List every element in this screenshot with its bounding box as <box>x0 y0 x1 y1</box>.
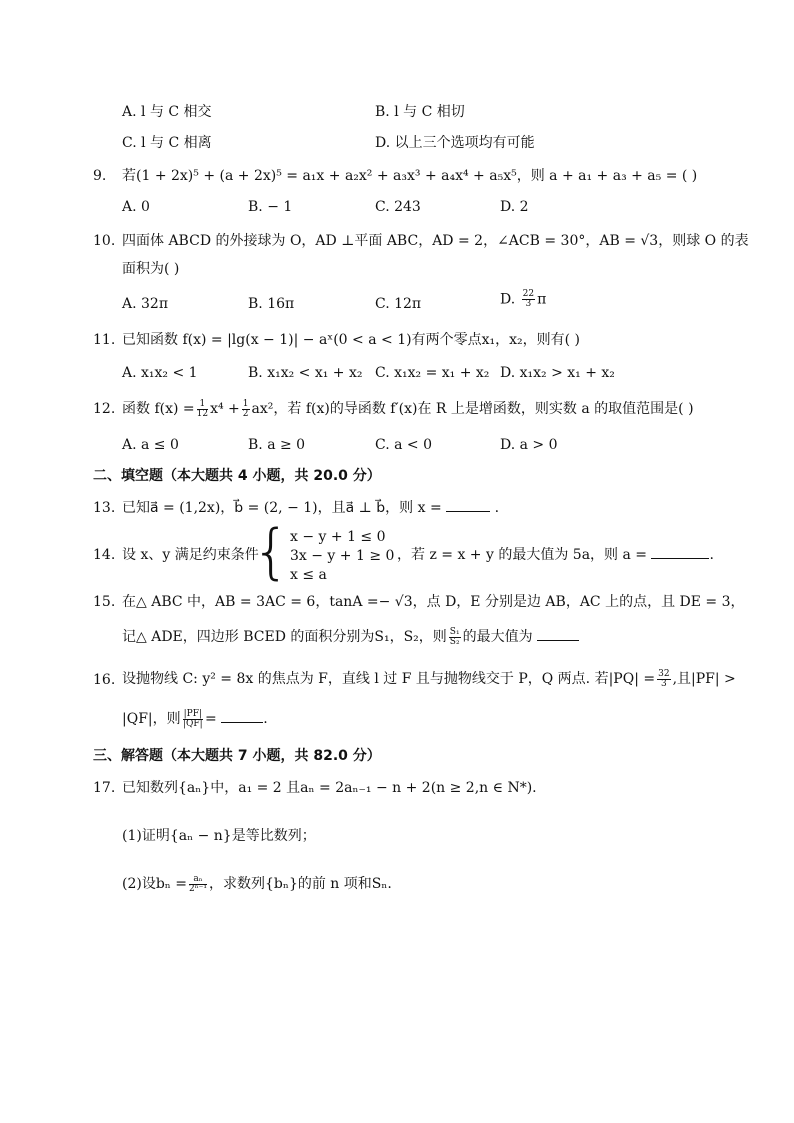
q13-stem-post: . <box>494 500 500 516</box>
q8-option-c: C. l 与 C 相离 <box>122 135 212 151</box>
q14-constraint-2: 3x − y + 1 ≥ 0 <box>290 548 395 564</box>
fraction-numerator: |PF| <box>183 708 202 719</box>
q13-number: 13. <box>93 500 116 516</box>
q11-option-c: C. x₁x₂ = x₁ + x₂ <box>375 365 490 381</box>
q9-number: 9. <box>93 168 107 184</box>
q12-option-a: A. a ≤ 0 <box>122 437 179 453</box>
q14-stem-end: . <box>709 547 714 563</box>
q15-answer-blank[interactable] <box>537 628 579 641</box>
q17-part2-post: ，求数列{bₙ}的前 n 项和Sₙ. <box>209 876 392 892</box>
q8-option-d: D. 以上三个选项均有可能 <box>375 135 535 151</box>
q16-stem-line2-post: = <box>205 711 217 727</box>
q17-number: 17. <box>93 780 116 796</box>
q16-fraction-2 <box>183 710 203 729</box>
q9-option-d: D. 2 <box>500 199 529 215</box>
q12-fraction-1 <box>197 400 208 419</box>
fraction-numerator: 32 <box>658 668 670 679</box>
q10-option-d-prefix: D. <box>500 291 516 308</box>
q17-fraction <box>189 875 207 894</box>
q10-option-d <box>500 290 546 309</box>
q15-stem-line2-post: 的最大值为 <box>462 629 533 645</box>
q9-option-a: A. 0 <box>122 199 150 215</box>
q16-answer-blank[interactable] <box>221 710 263 723</box>
q14-number: 14. <box>93 547 116 563</box>
q16-stem-end: . <box>263 711 268 727</box>
q11-stem: 已知函数 f(x) = |lg(x − 1)| − aˣ(0 < a < 1)有两个零点x₁，x₂，则有( ) <box>122 332 580 348</box>
q15-stem-line1: 在△ ABC 中，AB = 3AC = 6，tanA =− √3，点 D，E 分别是边 AB，AC 上的点，且 DE = 3， <box>122 594 745 610</box>
q12-stem-pre: 函数 f(x) = <box>122 401 195 417</box>
q8-option-b: B. l 与 C 相切 <box>375 104 465 120</box>
fraction-numerator: 1 <box>197 400 208 410</box>
q14-answer-blank[interactable] <box>651 546 709 559</box>
q15-number: 15. <box>93 594 116 610</box>
q17-stem: 已知数列{aₙ}中，a₁ = 2 且aₙ = 2aₙ₋₁ − n + 2(n ≥ 2,n ∈ N*). <box>122 780 537 796</box>
q10-stem-line2: 面积为( ) <box>122 261 180 277</box>
q15-fraction <box>449 628 461 647</box>
q11-option-b: B. x₁x₂ < x₁ + x₂ <box>248 365 363 381</box>
fraction-numerator: 1 <box>242 398 249 409</box>
q12-number: 12. <box>93 401 116 417</box>
fraction-denominator: S₂ <box>449 636 460 647</box>
q15-stem-line2-pre: 记△ ADE，四边形 BCED 的面积分别为S₁，S₂，则 <box>122 629 447 645</box>
q9-stem: 若(1 + 2x)⁵ + (a + 2x)⁵ = a₁x + a₂x² + a₃x³ + a₄x⁴ + a₅x⁵，则 a + a₁ + a₃ + a₅ = ( ) <box>122 168 698 184</box>
q10-option-c: C. 12π <box>375 296 422 312</box>
fraction-denominator: 3 <box>525 299 532 309</box>
q14-constraint-1: x − y + 1 ≤ 0 <box>290 529 386 545</box>
q10-option-d-fraction <box>522 290 535 309</box>
section-solutions-title: 三、解答题（本大题共 7 小题，共 82.0 分） <box>93 748 381 764</box>
q10-option-d-suffix: π <box>537 291 547 308</box>
q16-stem-line2 <box>122 706 268 732</box>
q12-option-b: B. a ≥ 0 <box>248 437 306 453</box>
fraction-denominator: 12 <box>196 408 209 419</box>
q11-option-a: A. x₁x₂ < 1 <box>122 365 198 381</box>
q16-stem-line2-pre: |QF|，则 <box>122 711 181 727</box>
q14-stem-post <box>397 546 714 564</box>
fraction-denominator: |QF| <box>182 718 203 729</box>
q10-option-b: B. 16π <box>248 296 295 312</box>
q10-number: 10. <box>93 233 116 249</box>
q14-stem-post-text: ，若 z = x + y 的最大值为 5a，则 a = <box>397 547 648 563</box>
fraction-denominator: 2 <box>242 408 249 419</box>
q16-stem-line1 <box>122 666 736 692</box>
q12-stem-post: ax²，若 f(x)的导函数 f′(x)在 R 上是增函数，则实数 a 的取值范围是( ) <box>251 401 694 417</box>
q10-stem-line1: 四面体 ABCD 的外接球为 O，AD ⊥平面 ABC，AD = 2，∠ACB = 30°，AB = √3，则球 O 的表 <box>122 233 749 249</box>
q14-stem-pre: 设 x、y 满足约束条件 <box>122 547 259 563</box>
q13-answer-blank[interactable] <box>446 499 490 512</box>
q12-option-d: D. a > 0 <box>500 437 558 453</box>
q8-option-a: A. l 与 C 相交 <box>122 104 212 120</box>
q16-fraction-1 <box>657 670 670 689</box>
q12-option-c: C. a < 0 <box>375 437 432 453</box>
q13-stem-pre: 已知a⃗ = (1,2x)，b⃗ = (2, − 1)，且a⃗ ⊥ b⃗，则 x = <box>122 500 442 516</box>
q17-part1: (1)证明{aₙ − n}是等比数列； <box>122 828 316 844</box>
fraction-numerator: 22 <box>522 289 535 299</box>
section-fill-in-title: 二、填空题（本大题共 4 小题，共 20.0 分） <box>93 468 381 484</box>
q16-stem-line1-pre: 设抛物线 C: y² = 8x 的焦点为 F，直线 l 过 F 且与抛物线交于 P，Q 两点. 若|PQ| = <box>122 671 656 687</box>
q9-option-b: B. − 1 <box>248 199 293 215</box>
q10-option-a: A. 32π <box>122 296 169 312</box>
q12-fraction-2 <box>242 400 250 419</box>
q17-part2-pre: (2)设bₙ = <box>122 876 188 892</box>
q12-stem-mid: x⁴ + <box>210 401 240 417</box>
left-brace-icon: { <box>252 517 291 587</box>
q17-part2 <box>122 871 392 897</box>
fraction-denominator: 3 <box>660 678 667 689</box>
fraction-numerator: aₙ <box>189 875 207 885</box>
q12-stem <box>122 396 694 422</box>
q9-option-c: C. 243 <box>375 199 421 215</box>
q11-number: 11. <box>93 332 116 348</box>
fraction-denominator: 2ⁿ⁻¹ <box>189 883 208 894</box>
fraction-numerator: S₁ <box>449 626 460 637</box>
q13-stem <box>122 499 499 517</box>
q14-constraint-3: x ≤ a <box>290 567 327 583</box>
q16-number: 16. <box>93 672 116 688</box>
q16-stem-line1-post: ,且|PF| > <box>672 671 736 687</box>
q11-option-d: D. x₁x₂ > x₁ + x₂ <box>500 365 615 381</box>
q15-stem-line2 <box>122 624 579 650</box>
